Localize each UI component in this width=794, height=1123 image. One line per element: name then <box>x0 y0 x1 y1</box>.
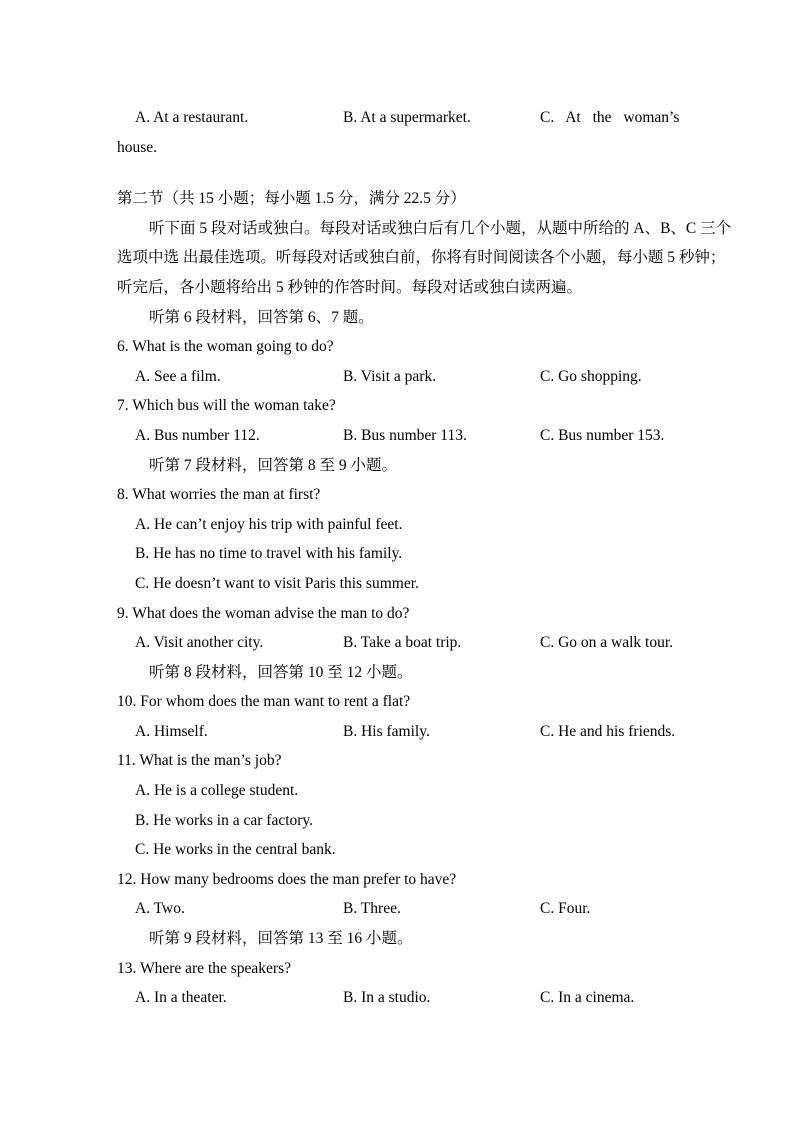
question-6-option-a: A. See a film. <box>135 367 221 385</box>
question-7-options-row <box>0 421 794 451</box>
carryover-options-row <box>0 103 794 133</box>
section-instructions-line-1: 听下面 5 段对话或独白。每段对话或独白后有几个小题，从题中所给的 A、B、C 三个 <box>149 219 732 237</box>
question-7-option-a: A. Bus number 112. <box>135 426 260 444</box>
question-8-option-b: B. He has no time to travel with his family. <box>135 545 403 563</box>
section-two-heading: 第二节（共 15 小题；每小题 1.5 分，满分 22.5 分） <box>117 190 466 208</box>
question-10-option-c: C. He and his friends. <box>540 722 676 740</box>
material-7-prompt: 听第 7 段材料，回答第 8 至 9 小题。 <box>149 456 398 474</box>
question-10-option-b: B. His family. <box>343 722 430 740</box>
question-11-option-c: C. He works in the central bank. <box>135 841 336 859</box>
material-8-prompt: 听第 8 段材料，回答第 10 至 12 小题。 <box>149 663 413 681</box>
question-12-options-row <box>0 894 794 924</box>
material-9-prompt: 听第 9 段材料，回答第 13 至 16 小题。 <box>149 930 413 948</box>
carryover-option-c-wrap: house. <box>117 138 158 156</box>
question-6-option-c: C. Go shopping. <box>540 367 642 385</box>
question-13-option-c: C. In a cinema. <box>540 989 635 1007</box>
question-13-text: 13. Where are the speakers? <box>117 959 291 977</box>
question-10-option-a: A. Himself. <box>135 722 208 740</box>
question-8-text: 8. What worries the man at first? <box>117 486 321 504</box>
question-11-option-b: B. He works in a car factory. <box>135 811 314 829</box>
question-8-option-a: A. He can’t enjoy his trip with painful feet. <box>135 515 403 533</box>
question-6-options-row <box>0 362 794 392</box>
question-13-options-row <box>0 983 794 1013</box>
question-9-option-a: A. Visit another city. <box>135 634 264 652</box>
question-9-option-c: C. Go on a walk tour. <box>540 634 674 652</box>
question-11-text: 11. What is the man’s job? <box>117 752 282 770</box>
question-11-option-a: A. He is a college student. <box>135 782 299 800</box>
carryover-option-a: A. At a restaurant. <box>135 109 249 126</box>
question-7-option-c: C. Bus number 153. <box>540 426 665 444</box>
question-12-option-c: C. Four. <box>540 900 591 918</box>
question-12-text: 12. How many bedrooms does the man prefer to have? <box>117 870 457 888</box>
section-instructions-line-3: 听完后，各小题将给出 5 秒钟的作答时间。每段对话或独白读两遍。 <box>117 278 583 296</box>
question-13-option-a: A. In a theater. <box>135 989 227 1007</box>
question-9-text: 9. What does the woman advise the man to do? <box>117 604 410 622</box>
question-10-options-row <box>0 717 794 747</box>
question-7-option-b: B. Bus number 113. <box>343 426 467 444</box>
paragraph-gap <box>0 162 794 184</box>
question-7-text: 7. Which bus will the woman take? <box>117 397 336 415</box>
question-12-option-a: A. Two. <box>135 900 185 918</box>
question-6-text: 6. What is the woman going to do? <box>117 338 334 356</box>
question-6-option-b: B. Visit a park. <box>343 367 437 385</box>
question-9-options-row <box>0 628 794 658</box>
material-6-prompt: 听第 6 段材料，回答第 6、7 题。 <box>149 308 374 326</box>
carryover-option-b: B. At a supermarket. <box>343 109 471 126</box>
question-12-option-b: B. Three. <box>343 900 401 918</box>
question-9-option-b: B. Take a boat trip. <box>343 634 462 652</box>
section-instructions-line-2: 选项中选 出最佳选项。听每段对话或独白前，你将有时间阅读各个小题，每小题 5 秒钟； <box>117 249 726 267</box>
question-8-option-c: C. He doesn’t want to visit Paris this summer. <box>135 574 419 592</box>
question-10-text: 10. For whom does the man want to rent a flat? <box>117 693 411 711</box>
carryover-option-c: C. At the woman’s <box>540 109 680 126</box>
question-13-option-b: B. In a studio. <box>343 989 431 1007</box>
